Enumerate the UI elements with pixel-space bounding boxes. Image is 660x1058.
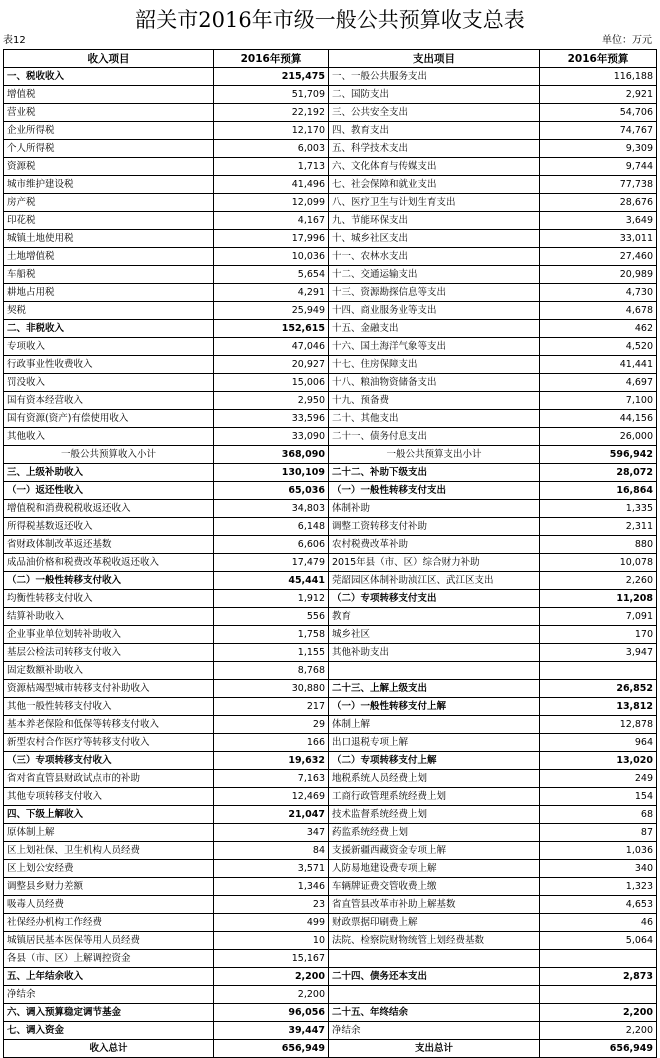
table-number: 表12 (3, 35, 26, 46)
table-row (4, 500, 657, 518)
expense-value-cell: 2,200 (540, 1022, 657, 1040)
expense-value-cell: 77,738 (540, 176, 657, 194)
header-income-budget: 2016年预算 (214, 50, 329, 68)
income-value-cell: 51,709 (214, 86, 329, 104)
income-value-cell: 217 (214, 698, 329, 716)
table-row (4, 104, 657, 122)
expense-item-cell: （二）专项转移支付上解 (329, 752, 540, 770)
income-item-cell: 增值税 (4, 86, 214, 104)
table-row (4, 68, 657, 86)
expense-item-cell: 七、社会保障和就业支出 (329, 176, 540, 194)
expense-item-cell: 九、节能环保支出 (329, 212, 540, 230)
expense-value-cell: 116,188 (540, 68, 657, 86)
table-row (4, 680, 657, 698)
table-row (4, 878, 657, 896)
income-item-cell: 四、下级上解收入 (4, 806, 214, 824)
expense-value-cell: 11,208 (540, 590, 657, 608)
income-item-cell: 专项收入 (4, 338, 214, 356)
table-row (4, 446, 657, 464)
expense-item-cell: 调整工资转移支付补助 (329, 518, 540, 536)
expense-value-cell: 87 (540, 824, 657, 842)
income-value-cell: 65,036 (214, 482, 329, 500)
income-value-cell: 4,167 (214, 212, 329, 230)
income-item-cell: 资源枯竭型城市转移支付补助收入 (4, 680, 214, 698)
expense-item-cell: 药监系统经费上划 (329, 824, 540, 842)
income-item-cell: 企业所得税 (4, 122, 214, 140)
expense-item-cell: 五、科学技术支出 (329, 140, 540, 158)
expense-value-cell: 54,706 (540, 104, 657, 122)
table-row (4, 464, 657, 482)
expense-value-cell: 1,036 (540, 842, 657, 860)
expense-value-cell: 9,309 (540, 140, 657, 158)
expense-item-cell: 二十二、补助下级支出 (329, 464, 540, 482)
income-value-cell: 1,713 (214, 158, 329, 176)
expense-item-cell: 车辆牌证费交管收费上缴 (329, 878, 540, 896)
income-value-cell: 1,912 (214, 590, 329, 608)
income-item-cell: 省财政体制改革返还基数 (4, 536, 214, 554)
table-row (4, 1022, 657, 1040)
expense-item-cell: 一般公共预算支出小计 (329, 446, 540, 464)
income-item-cell: 成品油价格和税费改革税收返还收入 (4, 554, 214, 572)
income-value-cell: 1,346 (214, 878, 329, 896)
income-value-cell: 2,200 (214, 968, 329, 986)
income-item-cell: 固定数额补助收入 (4, 662, 214, 680)
expense-value-cell: 7,100 (540, 392, 657, 410)
income-value-cell: 4,291 (214, 284, 329, 302)
expense-item-cell: 十四、商业服务业等支出 (329, 302, 540, 320)
table-row (4, 770, 657, 788)
table-row (4, 536, 657, 554)
table-row (4, 752, 657, 770)
expense-value-cell: 28,072 (540, 464, 657, 482)
header-expense-budget: 2016年预算 (540, 50, 657, 68)
expense-item-cell: 教育 (329, 608, 540, 626)
expense-value-cell: 2,311 (540, 518, 657, 536)
expense-item-cell: 工商行政管理系统经费上划 (329, 788, 540, 806)
table-row (4, 950, 657, 968)
table-row (4, 986, 657, 1004)
table-row (4, 410, 657, 428)
income-value-cell: 2,200 (214, 986, 329, 1004)
table-row (4, 806, 657, 824)
income-item-cell: 均衡性转移支付收入 (4, 590, 214, 608)
expense-item-cell: 十六、国土海洋气象等支出 (329, 338, 540, 356)
table-row (4, 608, 657, 626)
expense-item-cell: 二十、其他支出 (329, 410, 540, 428)
income-item-cell: 行政事业性收费收入 (4, 356, 214, 374)
income-item-cell: 调整县乡财力差额 (4, 878, 214, 896)
table-row (4, 572, 657, 590)
income-value-cell: 39,447 (214, 1022, 329, 1040)
expense-value-cell: 4,653 (540, 896, 657, 914)
expense-item-cell: 省直管县改革市补助上解基数 (329, 896, 540, 914)
income-value-cell: 20,927 (214, 356, 329, 374)
income-item-cell: 五、上年结余收入 (4, 968, 214, 986)
table-row (4, 194, 657, 212)
expense-value-cell: 5,064 (540, 932, 657, 950)
income-item-cell: 原体制上解 (4, 824, 214, 842)
income-value-cell: 23 (214, 896, 329, 914)
income-value-cell: 130,109 (214, 464, 329, 482)
expense-item-cell: 法院、检察院财物统管上划经费基数 (329, 932, 540, 950)
expense-item-cell: 八、医疗卫生与计划生育支出 (329, 194, 540, 212)
expense-item-cell: 十三、资源勘探信息等支出 (329, 284, 540, 302)
income-item-cell: 新型农村合作医疗等转移支付收入 (4, 734, 214, 752)
expense-value-cell: 4,697 (540, 374, 657, 392)
table-row (4, 1004, 657, 1022)
table-row (4, 176, 657, 194)
table-row (4, 212, 657, 230)
expense-item-cell: 一、一般公共服务支出 (329, 68, 540, 86)
income-item-cell: 契税 (4, 302, 214, 320)
expense-value-cell: 74,767 (540, 122, 657, 140)
table-row (4, 266, 657, 284)
expense-item-cell: 二、国防支出 (329, 86, 540, 104)
income-item-cell: 六、调入预算稳定调节基金 (4, 1004, 214, 1022)
income-value-cell: 17,996 (214, 230, 329, 248)
expense-item-cell: 出口退税专项上解 (329, 734, 540, 752)
expense-value-cell: 656,949 (540, 1040, 657, 1058)
table-row (4, 644, 657, 662)
income-item-cell: 所得税基数返还收入 (4, 518, 214, 536)
expense-value-cell: 26,852 (540, 680, 657, 698)
table-row (4, 896, 657, 914)
income-item-cell: 社保经办机构工作经费 (4, 914, 214, 932)
income-value-cell: 7,163 (214, 770, 329, 788)
expense-value-cell: 1,335 (540, 500, 657, 518)
income-item-cell: 城镇居民基本医保等用人员经费 (4, 932, 214, 950)
income-value-cell: 2,950 (214, 392, 329, 410)
income-item-cell: 净结余 (4, 986, 214, 1004)
income-value-cell: 1,758 (214, 626, 329, 644)
expense-value-cell: 596,942 (540, 446, 657, 464)
expense-value-cell: 2,921 (540, 86, 657, 104)
expense-value-cell: 9,744 (540, 158, 657, 176)
table-row (4, 248, 657, 266)
expense-value-cell: 27,460 (540, 248, 657, 266)
expense-value-cell: 33,011 (540, 230, 657, 248)
income-value-cell: 29 (214, 716, 329, 734)
expense-value-cell: 7,091 (540, 608, 657, 626)
income-value-cell: 47,046 (214, 338, 329, 356)
expense-item-cell: 技术监督系统经费上划 (329, 806, 540, 824)
expense-item-cell: 城乡社区 (329, 626, 540, 644)
expense-value-cell: 4,730 (540, 284, 657, 302)
table-row (4, 86, 657, 104)
income-item-cell: 各县（市、区）上解调控资金 (4, 950, 214, 968)
table-row (4, 230, 657, 248)
expense-value-cell: 13,812 (540, 698, 657, 716)
expense-value-cell: 3,649 (540, 212, 657, 230)
table-row (4, 716, 657, 734)
income-value-cell: 21,047 (214, 806, 329, 824)
income-value-cell: 33,090 (214, 428, 329, 446)
income-value-cell: 96,056 (214, 1004, 329, 1022)
expense-value-cell: 2,873 (540, 968, 657, 986)
table-row (4, 140, 657, 158)
expense-item-cell: 净结余 (329, 1022, 540, 1040)
income-item-cell: （三）专项转移支付收入 (4, 752, 214, 770)
income-value-cell: 34,803 (214, 500, 329, 518)
income-value-cell: 166 (214, 734, 329, 752)
budget-table (3, 49, 657, 1058)
expense-item-cell: 农村税费改革补助 (329, 536, 540, 554)
expense-item-cell: 三、公共安全支出 (329, 104, 540, 122)
table-row (4, 302, 657, 320)
expense-item-cell: 十八、粮油物资储备支出 (329, 374, 540, 392)
expense-value-cell: 26,000 (540, 428, 657, 446)
income-value-cell: 25,949 (214, 302, 329, 320)
income-value-cell: 10 (214, 932, 329, 950)
income-item-cell: 其他一般性转移支付收入 (4, 698, 214, 716)
income-item-cell: 罚没收入 (4, 374, 214, 392)
table-row (4, 482, 657, 500)
expense-item-cell: 财政票据印刷费上解 (329, 914, 540, 932)
expense-value-cell: 154 (540, 788, 657, 806)
income-value-cell: 15,006 (214, 374, 329, 392)
table-row (4, 518, 657, 536)
income-value-cell: 499 (214, 914, 329, 932)
table-row (4, 788, 657, 806)
expense-item-cell: 六、文化体育与传媒支出 (329, 158, 540, 176)
income-item-cell: 一般公共预算收入小计 (4, 446, 214, 464)
expense-item-cell: 二十一、债务付息支出 (329, 428, 540, 446)
expense-value-cell: 4,520 (540, 338, 657, 356)
expense-value-cell: 41,441 (540, 356, 657, 374)
table-row (4, 842, 657, 860)
income-item-cell: 城镇土地使用税 (4, 230, 214, 248)
expense-item-cell: 十一、农林水支出 (329, 248, 540, 266)
table-row (4, 1040, 657, 1058)
expense-item-cell: 四、教育支出 (329, 122, 540, 140)
income-value-cell: 41,496 (214, 176, 329, 194)
table-row (4, 626, 657, 644)
expense-value-cell (540, 950, 657, 968)
expense-item-cell: 体制补助 (329, 500, 540, 518)
expense-value-cell: 12,878 (540, 716, 657, 734)
expense-value-cell: 249 (540, 770, 657, 788)
expense-item-cell: 支援新疆西藏资金专项上解 (329, 842, 540, 860)
income-item-cell: 收入总计 (4, 1040, 214, 1058)
income-item-cell: 耕地占用税 (4, 284, 214, 302)
income-value-cell: 347 (214, 824, 329, 842)
income-value-cell: 84 (214, 842, 329, 860)
expense-value-cell: 340 (540, 860, 657, 878)
income-item-cell: 资源税 (4, 158, 214, 176)
income-item-cell: 印花税 (4, 212, 214, 230)
expense-value-cell: 20,989 (540, 266, 657, 284)
income-value-cell: 10,036 (214, 248, 329, 266)
table-row (4, 158, 657, 176)
expense-value-cell (540, 662, 657, 680)
income-item-cell: 个人所得税 (4, 140, 214, 158)
header-expense-item: 支出项目 (329, 50, 540, 68)
expense-item-cell (329, 662, 540, 680)
expense-item-cell: 十二、交通运输支出 (329, 266, 540, 284)
income-item-cell: 增值税和消费税税收返还收入 (4, 500, 214, 518)
income-value-cell: 5,654 (214, 266, 329, 284)
table-row (4, 320, 657, 338)
expense-item-cell: 其他补助支出 (329, 644, 540, 662)
expense-value-cell: 44,156 (540, 410, 657, 428)
income-value-cell: 8,768 (214, 662, 329, 680)
income-value-cell: 15,167 (214, 950, 329, 968)
expense-value-cell: 4,678 (540, 302, 657, 320)
table-row (4, 914, 657, 932)
income-value-cell: 19,632 (214, 752, 329, 770)
expense-value-cell: 462 (540, 320, 657, 338)
expense-item-cell (329, 986, 540, 1004)
income-value-cell: 6,003 (214, 140, 329, 158)
table-header-row (4, 50, 657, 68)
table-row (4, 734, 657, 752)
header-income-item: 收入项目 (4, 50, 214, 68)
table-row (4, 860, 657, 878)
income-value-cell: 556 (214, 608, 329, 626)
income-value-cell: 6,606 (214, 536, 329, 554)
income-item-cell: 结算补助收入 (4, 608, 214, 626)
income-value-cell: 30,880 (214, 680, 329, 698)
income-value-cell: 368,090 (214, 446, 329, 464)
table-row (4, 590, 657, 608)
expense-value-cell: 68 (540, 806, 657, 824)
expense-value-cell: 2,200 (540, 1004, 657, 1022)
income-item-cell: 区上划公安经费 (4, 860, 214, 878)
table-row (4, 428, 657, 446)
income-item-cell: 房产税 (4, 194, 214, 212)
expense-value-cell: 2,260 (540, 572, 657, 590)
income-item-cell: （二）一般性转移支付收入 (4, 572, 214, 590)
table-row (4, 932, 657, 950)
income-item-cell: 其他专项转移支付收入 (4, 788, 214, 806)
expense-item-cell: 十九、预备费 (329, 392, 540, 410)
income-item-cell: 基层公检法司转移支付收入 (4, 644, 214, 662)
income-value-cell: 22,192 (214, 104, 329, 122)
expense-item-cell: 十七、住房保障支出 (329, 356, 540, 374)
income-item-cell: 企业事业单位划转补助收入 (4, 626, 214, 644)
table-row (4, 554, 657, 572)
table-row (4, 392, 657, 410)
expense-value-cell: 16,864 (540, 482, 657, 500)
expense-item-cell: 人防易地建设费专项上解 (329, 860, 540, 878)
expense-value-cell: 13,020 (540, 752, 657, 770)
income-value-cell: 656,949 (214, 1040, 329, 1058)
table-row (4, 968, 657, 986)
income-item-cell: 其他收入 (4, 428, 214, 446)
income-item-cell: 二、非税收入 (4, 320, 214, 338)
income-item-cell: 国有资本经营收入 (4, 392, 214, 410)
income-value-cell: 215,475 (214, 68, 329, 86)
page-title: 韶关市2016年市级一般公共预算收支总表 (135, 8, 525, 32)
table-row (4, 662, 657, 680)
expense-item-cell (329, 950, 540, 968)
expense-item-cell: 二十五、年终结余 (329, 1004, 540, 1022)
expense-item-cell: （一）一般性转移支付上解 (329, 698, 540, 716)
expense-value-cell: 880 (540, 536, 657, 554)
expense-item-cell: 十、城乡社区支出 (329, 230, 540, 248)
expense-value-cell: 964 (540, 734, 657, 752)
table-row (4, 122, 657, 140)
expense-item-cell: 十五、金融支出 (329, 320, 540, 338)
table-row (4, 698, 657, 716)
income-value-cell: 152,615 (214, 320, 329, 338)
expense-item-cell: （一）一般性转移支付支出 (329, 482, 540, 500)
unit-label: 单位：万元 (602, 35, 652, 46)
table-row (4, 824, 657, 842)
expense-item-cell: 体制上解 (329, 716, 540, 734)
income-item-cell: 土地增值税 (4, 248, 214, 266)
income-value-cell: 12,469 (214, 788, 329, 806)
income-value-cell: 45,441 (214, 572, 329, 590)
expense-value-cell: 3,947 (540, 644, 657, 662)
expense-value-cell: 170 (540, 626, 657, 644)
income-item-cell: 国有资源(资产)有偿使用收入 (4, 410, 214, 428)
income-item-cell: 区上划社保、卫生机构人员经费 (4, 842, 214, 860)
expense-item-cell: （二）专项转移支付支出 (329, 590, 540, 608)
income-item-cell: （一）返还性收入 (4, 482, 214, 500)
expense-value-cell: 46 (540, 914, 657, 932)
expense-item-cell: 2015年县（市、区）综合财力补助 (329, 554, 540, 572)
table-row (4, 356, 657, 374)
expense-item-cell: 支出总计 (329, 1040, 540, 1058)
income-value-cell: 6,148 (214, 518, 329, 536)
income-value-cell: 12,170 (214, 122, 329, 140)
expense-value-cell: 10,078 (540, 554, 657, 572)
expense-value-cell (540, 986, 657, 1004)
expense-item-cell: 二十四、债务还本支出 (329, 968, 540, 986)
income-item-cell: 一、税收收入 (4, 68, 214, 86)
income-value-cell: 3,571 (214, 860, 329, 878)
income-item-cell: 省对省直管县财政试点市的补助 (4, 770, 214, 788)
income-item-cell: 基本养老保险和低保等转移支付收入 (4, 716, 214, 734)
expense-item-cell: 二十三、上解上级支出 (329, 680, 540, 698)
expense-item-cell: 莞韶园区体制补助浈江区、武江区支出 (329, 572, 540, 590)
income-item-cell: 车船税 (4, 266, 214, 284)
income-item-cell: 城市维护建设税 (4, 176, 214, 194)
expense-value-cell: 28,676 (540, 194, 657, 212)
expense-item-cell: 地税系统人员经费上划 (329, 770, 540, 788)
table-row (4, 284, 657, 302)
income-value-cell: 17,479 (214, 554, 329, 572)
income-item-cell: 三、上级补助收入 (4, 464, 214, 482)
income-item-cell: 营业税 (4, 104, 214, 122)
table-row (4, 374, 657, 392)
income-value-cell: 1,155 (214, 644, 329, 662)
table-row (4, 338, 657, 356)
income-item-cell: 七、调入资金 (4, 1022, 214, 1040)
income-value-cell: 33,596 (214, 410, 329, 428)
income-item-cell: 吸毒人员经费 (4, 896, 214, 914)
income-value-cell: 12,099 (214, 194, 329, 212)
expense-value-cell: 1,323 (540, 878, 657, 896)
